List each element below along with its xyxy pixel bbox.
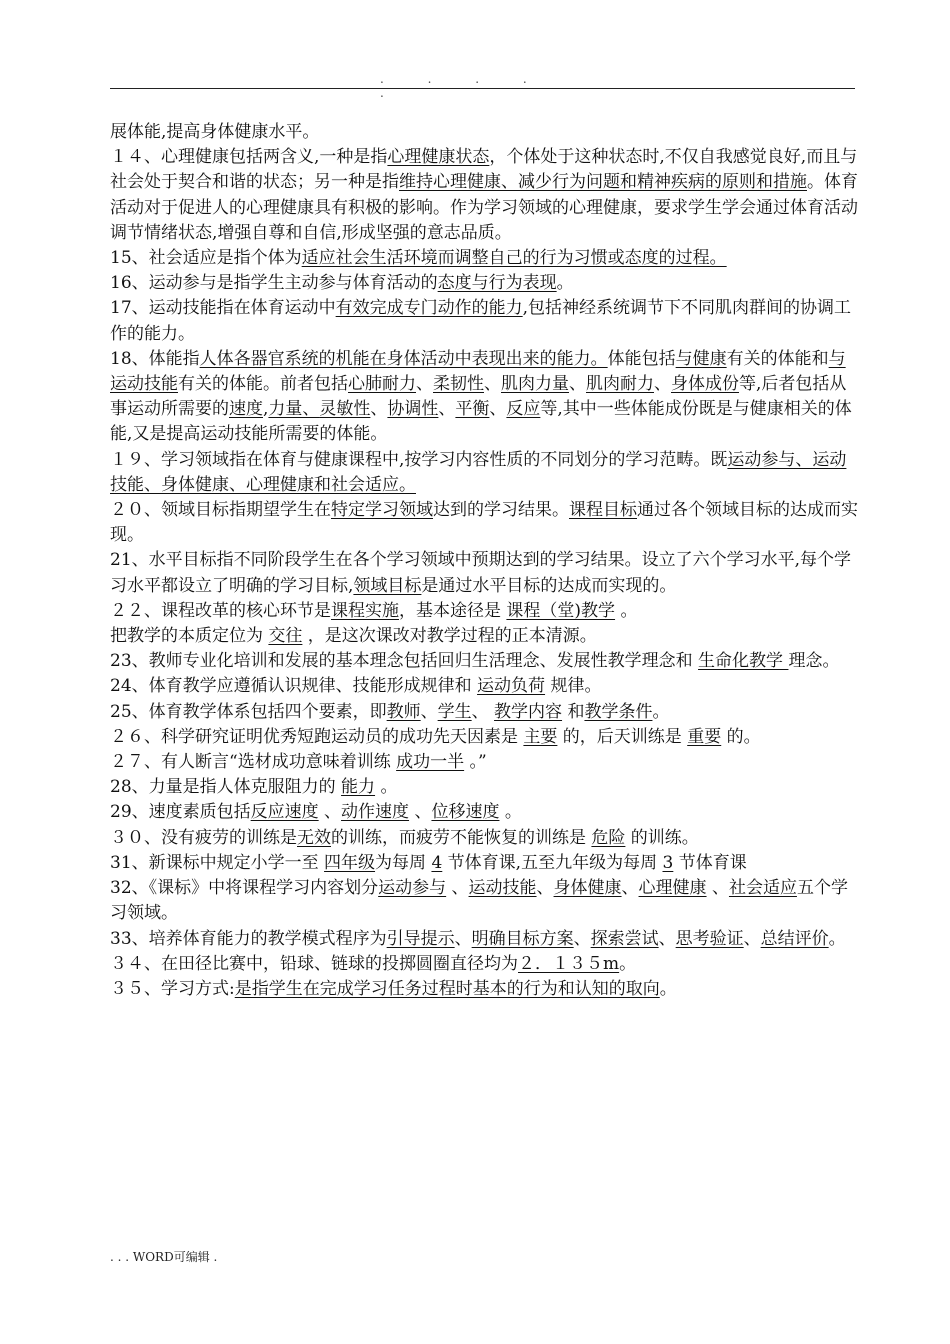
underlined-answer: 维持心理健康、减少行为问题和精神疾病的原则和措施 xyxy=(399,172,807,193)
paragraph xyxy=(110,927,858,952)
underlined-answer: 有效完成专门动作的能力 xyxy=(335,298,523,319)
underlined-answer: 领域目标 xyxy=(353,575,422,596)
text-segment: 理念。 xyxy=(788,651,840,672)
underlined-answer: 速度 xyxy=(229,399,263,420)
underlined-answer: 灵敏性 xyxy=(319,399,371,420)
text-segment: 28、力量是指人体克服阻力的 xyxy=(110,777,342,798)
underlined-answer: 平衡 xyxy=(455,399,490,420)
text-segment: 等,其中一些体能成份既是与健康相关的体能,又是提高运动技能所需要的体能。 xyxy=(110,399,852,445)
page-footer: . . . WORD可编辑 . xyxy=(110,1250,218,1264)
underlined-answer: 特定学习领域 xyxy=(331,500,433,521)
underlined-answer: 思考验证 xyxy=(675,928,744,949)
underlined-answer: 重要 xyxy=(687,726,722,747)
text-segment: 。 xyxy=(652,701,670,722)
underlined-answer: 肌肉耐力 xyxy=(586,374,654,395)
text-segment: 节体育课,五至九年级为每周 xyxy=(442,852,663,873)
underlined-answer: 运动参与 xyxy=(378,878,447,899)
text-segment: ２０、领域目标指期望学生在 xyxy=(110,500,331,521)
underlined-answer: 教学条件 xyxy=(584,701,653,722)
underlined-answer: 课程（堂)教学 xyxy=(506,600,616,621)
text-segment: 、 xyxy=(454,928,472,949)
text-segment: 的训练，而疲劳不能恢复的训练是 xyxy=(331,827,592,848)
text-segment: 、 xyxy=(743,928,761,949)
text-segment: 五个学习领域。 xyxy=(110,878,848,924)
paragraph xyxy=(110,145,858,246)
underlined-answer: 引导提示 xyxy=(386,928,455,949)
text-segment: 。 xyxy=(556,273,574,294)
underlined-answer: 运动负荷 xyxy=(477,676,546,697)
underlined-answer: 与运动技能 xyxy=(110,348,846,395)
underlined-answer: 交往 xyxy=(268,626,303,647)
text-segment: 、 xyxy=(569,374,586,395)
underlined-answer: 生命化教学 xyxy=(698,651,789,672)
paragraph xyxy=(110,800,858,825)
text-segment: 是通过水平目标的达成而实现的。 xyxy=(421,575,677,596)
text-segment: 把教学的本质定位为 xyxy=(110,626,269,647)
text-segment: 33、培养体育能力的教学模式程序为 xyxy=(110,928,387,949)
text-segment: 、 xyxy=(420,701,438,722)
underlined-answer: 社会适应 xyxy=(728,878,797,899)
underlined-answer: 心理健康 xyxy=(638,878,707,899)
text-segment: 的训练。 xyxy=(625,827,699,848)
text-segment: 节体育课 xyxy=(673,852,747,873)
text-segment: 和 xyxy=(562,701,585,722)
text-segment: 、 xyxy=(536,878,554,899)
underlined-answer: 是指学生在完成学习任务过程时基本的行为和认知的取向 xyxy=(234,978,660,999)
underlined-answer: 人体各器官系统的机能在身体活动中表现出来的能力。 xyxy=(199,348,608,369)
text-segment: ,包括神经系统调节下不同肌肉群间的协调工作的能力。 xyxy=(110,298,852,344)
text-segment: ２７、有人断言“选材成功意味着训练 xyxy=(110,752,397,773)
text-segment: 24、体育教学应遵循认识规律、技能形成规律和 xyxy=(110,676,478,697)
underlined-answer: 协调性 xyxy=(387,399,439,420)
paragraph xyxy=(110,876,858,926)
text-segment: ，是这次课改对教学过程的正本清源。 xyxy=(302,626,597,647)
underlined-answer: 位移速度 xyxy=(431,802,500,823)
text-segment: 展体能,提高身体健康水平。 xyxy=(110,122,320,142)
underlined-answer: 能力 xyxy=(341,777,376,798)
paragraph xyxy=(110,599,858,624)
underlined-answer: ２．１３５m xyxy=(518,953,620,974)
text-segment: 、 xyxy=(318,802,342,823)
text-segment: ，基本途径是 xyxy=(399,600,507,621)
text-segment: 29、速度素质包括 xyxy=(110,802,251,823)
text-segment: 的。 xyxy=(721,726,761,747)
text-segment: 、 xyxy=(484,374,501,395)
underlined-answer: 运动参与、运动技能、身体健康、心理健康和社会适应。 xyxy=(110,449,847,495)
underlined-answer: 主要 xyxy=(523,726,558,747)
underlined-answer: 力量、 xyxy=(268,399,320,420)
text-segment: 、 xyxy=(489,399,507,420)
text-segment: 。 xyxy=(659,978,677,999)
text-segment: ２６、科学研究证明优秀短跑运动员的成功先天因素是 xyxy=(110,726,524,747)
text-segment: 达到的学习结果。 xyxy=(433,500,569,521)
text-segment: 规律。 xyxy=(545,676,602,697)
paragraph xyxy=(110,725,858,750)
underlined-answer: 危险 xyxy=(591,827,626,848)
underlined-answer: 反应速度 xyxy=(250,802,319,823)
text-segment: 16、运动参与是指学生主动参与体育活动的 xyxy=(110,273,438,294)
underlined-answer: 反应 xyxy=(506,399,541,420)
text-segment: 21、水平目标指不同阶段学生在各个学习领域中预期达到的学习结果。设立了六个学习水平,每个学习水平都设立了明确的学习目标, xyxy=(110,550,852,596)
paragraph xyxy=(110,775,858,800)
paragraph xyxy=(110,952,858,977)
text-segment: 32、《课标》中将课程学习内容划分 xyxy=(110,878,379,899)
text-segment: 、 xyxy=(446,878,469,899)
paragraph xyxy=(110,448,858,498)
underlined-answer: 明确目标方案 xyxy=(471,928,574,949)
header-rule xyxy=(110,88,855,89)
text-segment: １４、心理健康包括两含义,一种是指 xyxy=(110,147,388,168)
paragraph xyxy=(110,624,858,649)
text-segment: 、 xyxy=(471,701,495,722)
underlined-answer: 学生 xyxy=(437,701,472,722)
paragraph xyxy=(110,271,858,296)
underlined-answer: 课程目标 xyxy=(569,500,637,521)
underlined-answer: 与健康 xyxy=(675,348,727,369)
underlined-answer: 心肺耐力 xyxy=(348,374,416,395)
text-segment: 。 xyxy=(828,928,846,949)
text-segment: 。 xyxy=(619,953,637,974)
underlined-answer: 肌肉力量 xyxy=(501,374,569,395)
text-segment: 15、社会适应是指个体为 xyxy=(110,248,302,269)
text-segment: 有关的体能。前者包括 xyxy=(178,374,348,395)
text-segment: ２２、课程改革的核心环节是 xyxy=(110,600,331,621)
text-segment: 31、新课标中规定小学一至 xyxy=(110,852,325,873)
text-segment: 。 xyxy=(375,777,398,798)
text-segment: 、 xyxy=(370,399,388,420)
text-segment: 25、体育教学体系包括四个要素，即 xyxy=(110,701,387,722)
text-segment: 、 xyxy=(654,374,671,395)
text-segment: 、 xyxy=(658,928,676,949)
text-segment: 。体育活动对于促进人的心理健康具有积极的影响。作为学习领域的心理健康，要求学生学会通过体育活动调节情绪状态,增强自尊和自信,形成坚强的意志品质。 xyxy=(110,172,858,243)
underlined-answer: 身体健康 xyxy=(553,878,622,899)
underlined-answer: 四年级 xyxy=(324,852,376,873)
text-segment: ３５、学习方式: xyxy=(110,978,235,999)
underlined-answer: 成功一半 xyxy=(396,752,465,773)
underlined-answer: 3 xyxy=(662,852,674,873)
paragraph xyxy=(110,246,858,271)
underlined-answer: 教师 xyxy=(386,701,421,722)
paragraph xyxy=(110,750,858,775)
text-segment: 、 xyxy=(621,878,639,899)
paragraph xyxy=(110,977,858,1002)
text-segment: 、 xyxy=(706,878,729,899)
underlined-answer: 身体成份 xyxy=(671,374,739,395)
paragraph xyxy=(110,674,858,699)
text-segment: 18、体能指 xyxy=(110,348,200,369)
underlined-answer: 柔韧性 xyxy=(433,374,484,395)
paragraph xyxy=(110,120,858,145)
document-body xyxy=(110,120,858,1002)
underlined-answer: 运动技能 xyxy=(468,878,537,899)
underlined-answer: 4 xyxy=(431,852,443,873)
text-segment: 、 xyxy=(573,928,591,949)
underlined-answer: 课程实施 xyxy=(331,600,399,621)
paragraph xyxy=(110,498,858,548)
underlined-answer: 态度与行为表现 xyxy=(437,273,557,294)
text-segment: 等,后者包括从事运动所需要的 xyxy=(110,374,847,420)
text-segment: 为每周 xyxy=(375,852,432,873)
text-segment: ３０、没有疲劳的训练是 xyxy=(110,827,297,848)
text-segment: 。” xyxy=(464,752,487,773)
paragraph xyxy=(110,296,858,346)
text-segment: 。 xyxy=(615,600,638,621)
paragraph xyxy=(110,851,858,876)
text-segment: 23、教师专业化培训和发展的基本理念包括回归生活理念、发展性教学理念和 xyxy=(110,651,699,672)
paragraph xyxy=(110,347,858,448)
underlined-answer: 总结评价 xyxy=(760,928,829,949)
underlined-answer: 心理健康状态 xyxy=(387,147,490,168)
underlined-answer: 动作速度 xyxy=(341,802,410,823)
paragraph xyxy=(110,700,858,725)
text-segment: １９、学习领域指在体育与健康课程中,按学习内容性质的不同划分的学习范畴。既 xyxy=(110,449,728,470)
text-segment: 、 xyxy=(438,399,456,420)
paragraph xyxy=(110,649,858,674)
text-segment: ３４、在田径比赛中，铅球、链球的投掷圆圈直径均为 xyxy=(110,953,518,974)
text-segment: 有关的体能和 xyxy=(726,348,829,369)
underlined-answer: 无效 xyxy=(297,827,331,848)
text-segment: 体能包括 xyxy=(607,348,676,369)
text-segment: ，个体处于这种状态时,不仅自我感觉良好,而且与社会处于契合和谐的状态；另一种是指 xyxy=(110,147,858,193)
underlined-answer: 教学内容 xyxy=(494,701,563,722)
text-segment: 17、运动技能指在体育运动中 xyxy=(110,298,336,319)
header-dots: . . . . . xyxy=(380,72,547,100)
text-segment: 、 xyxy=(409,802,432,823)
text-segment: 的，后天训练是 xyxy=(557,726,688,747)
text-segment: 。 xyxy=(499,802,522,823)
underlined-answer: 探索尝试 xyxy=(590,928,659,949)
text-segment: 通过各个领域目标的达成而实现。 xyxy=(110,500,858,546)
paragraph xyxy=(110,826,858,851)
underlined-answer: 适应社会生活环境而调整自己的行为习惯或态度的过程。 xyxy=(301,248,727,269)
text-segment: 、 xyxy=(416,374,433,395)
paragraph xyxy=(110,548,858,598)
text-segment: , xyxy=(263,399,269,420)
